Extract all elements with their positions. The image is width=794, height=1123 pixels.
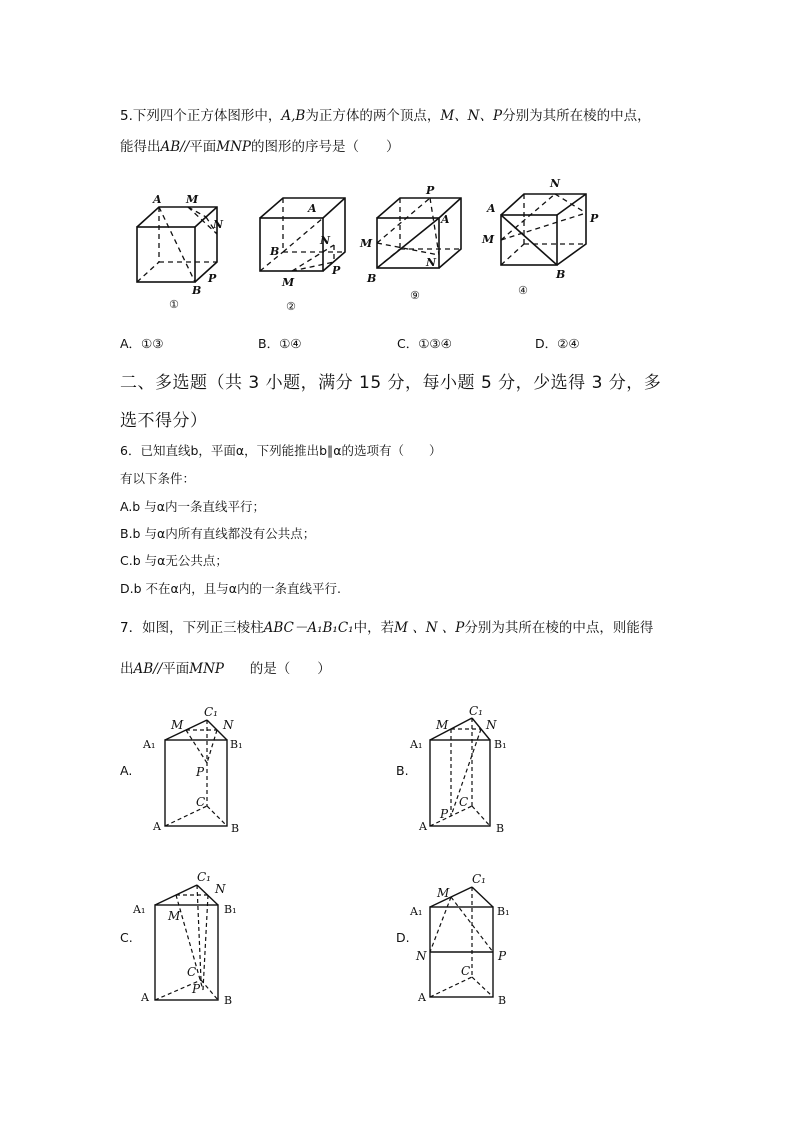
svg-text:M: M [482, 233, 495, 246]
cube-label-1: ① [169, 298, 179, 311]
svg-text:A: A [487, 202, 496, 215]
svg-text:N: N [320, 234, 331, 247]
svg-text:M: M [437, 886, 450, 900]
section-header-line1: 二、多选题（共 3 小题，满分 15 分，每小题 5 分，少选得 3 分，多 [120, 373, 662, 393]
svg-text:M: M [282, 276, 295, 289]
svg-text:B₁: B₁ [494, 738, 507, 751]
svg-text:M: M [171, 718, 184, 732]
svg-text:A: A [308, 202, 317, 215]
svg-text:B: B [367, 272, 377, 285]
prism-figure-b [430, 718, 490, 826]
svg-text:P: P [498, 949, 507, 963]
svg-text:P: P [590, 212, 599, 225]
svg-text:N: N [223, 718, 234, 732]
q5-option-b[interactable]: B．①④ [258, 336, 302, 351]
svg-text:P: P [208, 272, 217, 285]
svg-text:M: M [168, 909, 181, 923]
svg-text:B: B [556, 268, 566, 281]
section-header-line2: 选不得分） [120, 411, 208, 431]
svg-text:A₁: A₁ [133, 903, 146, 916]
svg-text:B: B [498, 994, 507, 1007]
q7-option-d[interactable]: D. [396, 930, 410, 945]
q7-option-c[interactable]: C. [120, 930, 133, 945]
q5-option-c[interactable]: C．①③④ [397, 336, 452, 351]
prism-figure-c [155, 885, 218, 1000]
q6-option-c[interactable]: C.b 与α无公共点； [120, 553, 228, 568]
q5-option-a[interactable]: A．①③ [120, 336, 164, 351]
q5-option-d[interactable]: D．②④ [535, 336, 580, 351]
svg-text:N: N [213, 218, 224, 231]
q6-intro: 有以下条件： [120, 471, 196, 486]
svg-text:P: P [426, 184, 435, 197]
svg-text:C₁: C₁ [469, 704, 483, 718]
svg-text:B: B [224, 994, 233, 1007]
svg-text:B₁: B₁ [497, 905, 510, 918]
q6-option-a[interactable]: A.b 与α内一条直线平行； [120, 499, 265, 514]
svg-text:C: C [461, 964, 471, 978]
cube-label-2: ② [286, 300, 296, 313]
svg-text:P: P [440, 807, 449, 821]
q7-stem-line2: 出AB//平面MNP 的是（ ） [120, 661, 331, 677]
svg-text:C₁: C₁ [197, 870, 211, 884]
prism-figure-d [430, 887, 493, 997]
svg-text:A: A [153, 193, 162, 206]
svg-text:B: B [231, 822, 240, 835]
svg-text:C₁: C₁ [204, 705, 218, 719]
svg-text:N: N [426, 256, 437, 269]
svg-text:B₁: B₁ [224, 903, 237, 916]
svg-text:P: P [192, 982, 201, 996]
svg-text:B₁: B₁ [230, 738, 243, 751]
q7-option-a[interactable]: A. [120, 763, 133, 778]
svg-text:B: B [270, 245, 280, 258]
q6-option-b[interactable]: B.b 与α内所有直线都没有公共点； [120, 526, 316, 541]
svg-text:C: C [196, 795, 206, 809]
svg-text:N: N [416, 949, 427, 963]
svg-text:M: M [436, 718, 449, 732]
svg-text:N: N [215, 882, 226, 896]
q5-stem-line2: 能得出AB//平面MNP的图形的序号是（ ） [120, 139, 400, 155]
cube-label-3: ⑨ [410, 289, 420, 302]
q6-option-d[interactable]: D.b 不在α内，且与α内的一条直线平行. [120, 581, 341, 596]
svg-text:A: A [141, 991, 149, 1004]
svg-text:C: C [459, 795, 469, 809]
svg-text:A₁: A₁ [143, 738, 156, 751]
svg-text:P: P [196, 765, 205, 779]
svg-text:C: C [187, 965, 197, 979]
svg-text:A: A [153, 820, 161, 833]
svg-text:A₁: A₁ [410, 738, 423, 751]
svg-text:M: M [360, 237, 373, 250]
svg-text:B: B [496, 822, 505, 835]
svg-text:P: P [332, 264, 341, 277]
svg-text:N: N [486, 718, 497, 732]
cube-label-4: ④ [518, 284, 528, 297]
svg-text:A: A [418, 991, 426, 1004]
svg-text:B: B [192, 284, 202, 297]
svg-text:N: N [550, 177, 561, 190]
svg-text:A₁: A₁ [410, 905, 423, 918]
svg-text:A: A [441, 213, 450, 226]
q5-stem-line1: 5.下列四个正方体图形中，A,B为正方体的两个顶点，M、N、P分别为其所在棱的中点， [120, 108, 651, 124]
svg-text:A: A [419, 820, 427, 833]
svg-text:M: M [186, 193, 199, 206]
q7-option-b[interactable]: B. [396, 763, 409, 778]
svg-text:C₁: C₁ [472, 872, 486, 886]
q6-stem: 6．已知直线b，平面α，下列能推出b∥α的选项有（ ） [120, 443, 442, 458]
q7-stem-line1: 7．如图，下列正三棱柱ABC－A₁B₁C₁中，若M 、N 、P分别为其所在棱的中点，则能得 [120, 620, 654, 636]
